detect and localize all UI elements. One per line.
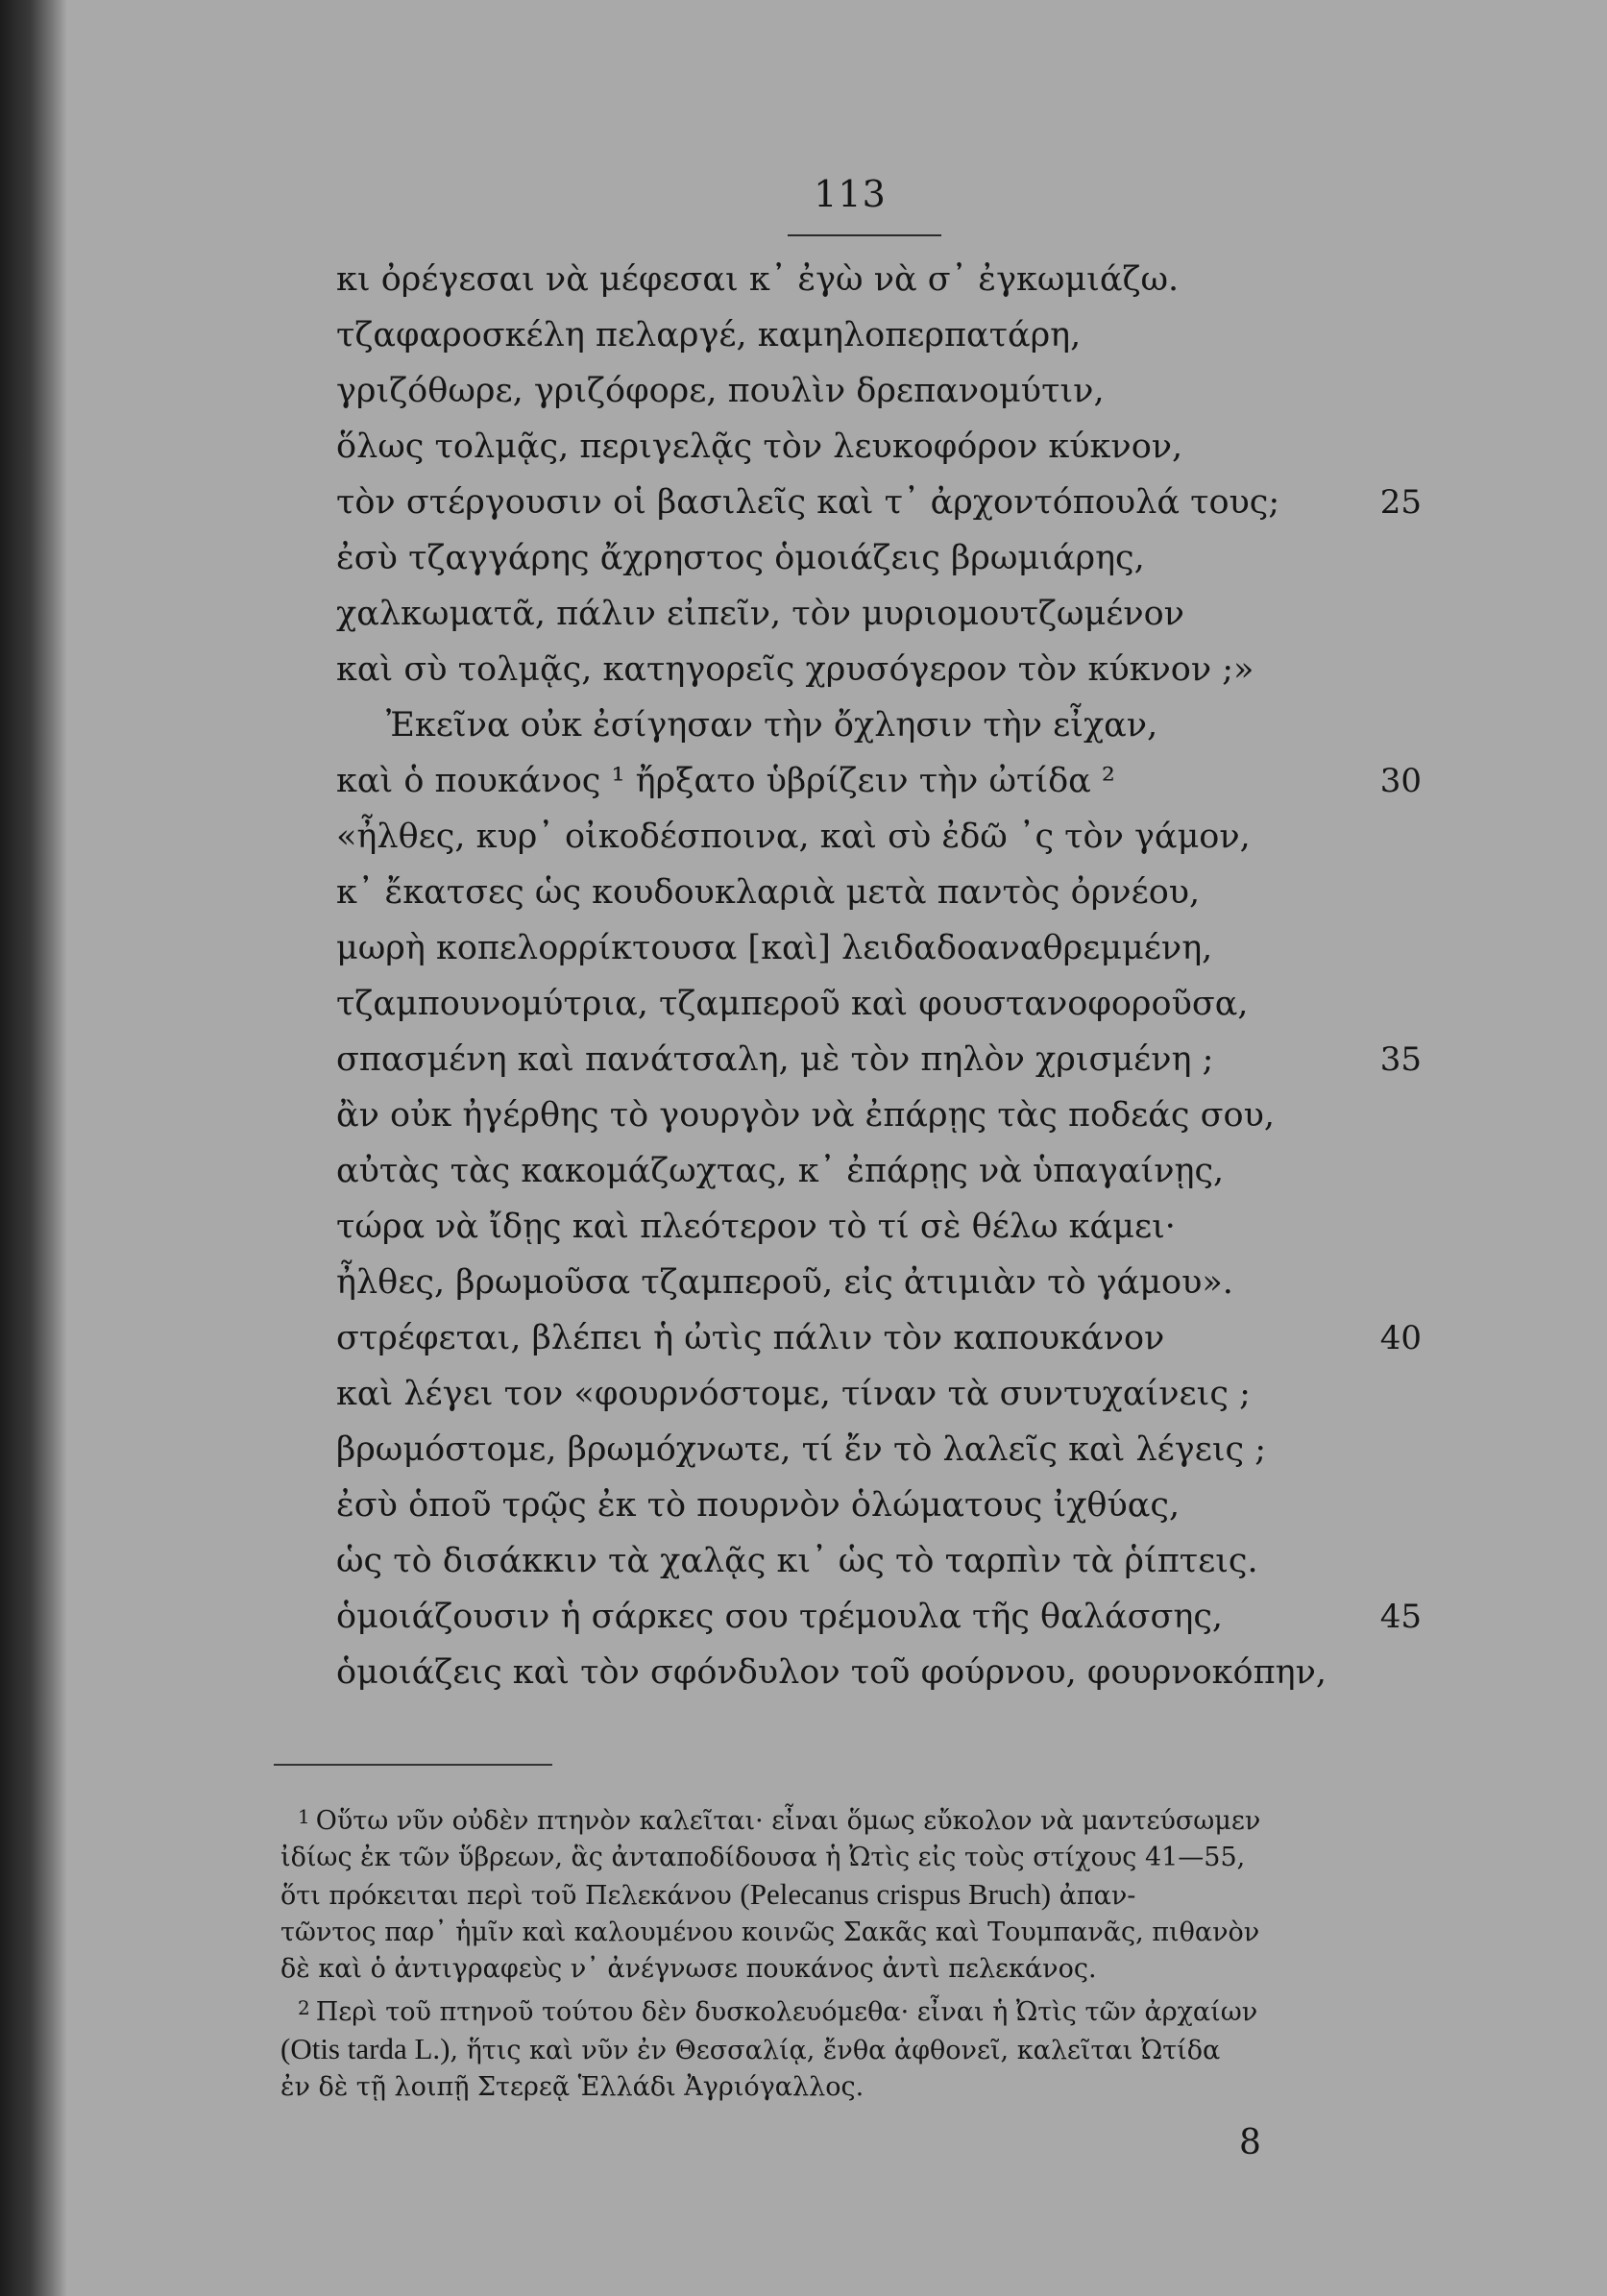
verse-line-text: αὐτὰς τὰς κακομάζωχτας, κ᾽ ἐπάρῃς νὰ ὑπαγαίνῃς, [336,1152,1225,1190]
verse-line [336,1366,1422,1422]
footnote-line [280,1798,1410,1840]
footnote-line [280,1951,1410,1988]
verse-line-text: γριζόθωρε, γριζόφορε, πουλὶν δρεπανομύτιν, [336,372,1105,410]
footnote-rule [274,1764,552,1766]
verse-line-text: κι ὀρέγεσαι νὰ μέφεσαι κ᾽ ἐγὼ νὰ σ᾽ ἐγκωμιάζω. [336,260,1180,299]
footnote [280,1798,1410,1988]
verse-line [336,1255,1422,1310]
verse-line [336,976,1422,1032]
verse-line-text: ἂν οὐκ ἠγέρθης τὸ γουργὸν νὰ ἐπάρῃς τὰς ποδεάς σου, [336,1096,1276,1135]
verse-line-text: ὁμοιάζεις καὶ τὸν σφόνδυλον τοῦ φούρνου, φουρνοκόπην, [336,1653,1327,1692]
footnote-line-text: Οὕτω νῦν οὐδὲν πτηνὸν καλεῖται· εἶναι ὅμως εὔκολον νὰ μαντεύσωμεν [315,1806,1261,1836]
verse-line [336,419,1422,475]
verse-line [336,1143,1422,1199]
verse-line [336,475,1422,530]
footnote-line-text: ἐν δὲ τῇ λοιπῇ Στερεᾷ Ἑλλάδι Ἀγριόγαλλος. [280,2072,864,2102]
page-number: 113 [814,173,887,215]
verse-line-text: χαλκωματᾶ, πάλιν εἰπεῖν, τὸν μυριομουτζωμένον [336,595,1184,633]
footnote-marker: 1 [298,1805,310,1828]
verse-line [336,586,1422,642]
verse-line-text: τὸν στέργουσιν οἱ βασιλεῖς καὶ τ᾽ ἀρχοντόπουλά τους; [336,483,1280,522]
line-number: 45 [1379,1598,1422,1636]
verse-line-text: «ἦλθες, κυρ᾽ οἰκοδέσποινα, καὶ σὺ ἐδῶ ᾽ς τὸν γάμον, [336,818,1251,856]
footnote-line-text: ἰδίως ἐκ τῶν ὕβρεων, ἃς ἀνταποδίδουσα ἡ Ὠτὶς εἰς τοὺς στίχους 41—55, [280,1843,1246,1872]
verse-line [336,1533,1422,1589]
verse-line [336,363,1422,419]
verse-line [336,1087,1422,1143]
footnote-line-text: (Otis tarda L.), ἥτις καὶ νῦν ἐν Θεσσαλίᾳ, ἔνθα ἀφθονεῖ, καλεῖται Ὠτίδα [280,2032,1221,2065]
header-rule [788,234,941,236]
verse-line-text: ἦλθες, βρωμοῦσα τζαμπεροῦ, εἰς ἀτιμιὰν τὸ γάμου». [336,1263,1233,1302]
footnote-line [280,2031,1410,2069]
verse-line [336,1310,1422,1366]
verse-line [336,1589,1422,1645]
verse-line-text: βρωμόστομε, βρωμόχνωτε, τί ἔν τὸ λαλεῖς καὶ λέγεις ; [336,1430,1267,1469]
line-number: 35 [1379,1040,1422,1079]
verse-line-text: στρέφεται, βλέπει ἡ ὠτὶς πάλιν τὸν καπουκάνον [336,1319,1165,1357]
footnote-marker: 2 [298,1996,310,2019]
footnote-line [280,1990,1410,2031]
book-gutter-shadow [0,0,67,2296]
verse-line [336,252,1422,307]
verse-line-text: σπασμένη καὶ πανάτσαλη, μὲ τὸν πηλὸν χρισμένη ; [336,1040,1214,1079]
footnote-line [280,1876,1410,1915]
verse-line [336,1422,1422,1478]
verse-line [336,865,1422,920]
line-number: 30 [1379,762,1422,800]
verse-line-text: ἐσὺ τζαγγάρης ἄχρηστος ὁμοιάζεις βρωμιάρης, [336,539,1145,577]
verse-line-text: ὡς τὸ δισάκκιν τὰ χαλᾷς κι᾽ ὡς τὸ ταρπὶν τὰ ῥίπτεις. [336,1542,1258,1580]
footnote [280,1990,1410,2106]
footnote-line-text: Περὶ τοῦ πτηνοῦ τούτου δὲν δυσκολευόμεθα· εἶναι ἡ Ὠτὶς τῶν ἀρχαίων [315,1997,1258,2027]
verse-line-text: κ᾽ ἔκατσες ὡς κουδουκλαριὰ μετὰ παντὸς ὀρνέου, [336,873,1201,912]
verse-body [336,252,1422,1700]
verse-line-text: ἐσὺ ὁποῦ τρῷς ἐκ τὸ πουρνὸν ὁλώματους ἰχθύας, [336,1486,1181,1525]
verse-line [336,920,1422,976]
verse-line [336,642,1422,697]
verse-line-text: τώρα νὰ ἴδῃς καὶ πλεότερον τὸ τί σὲ θέλω κάμει· [336,1208,1176,1246]
footnote-line-text: ὅτι πρόκειται περὶ τοῦ Πελεκάνου (Pelecanus crispus Bruch) ἀπαν- [280,1877,1136,1911]
line-number: 25 [1379,483,1422,522]
verse-line [336,809,1422,865]
sheet-number: 8 [1239,2123,1261,2162]
verse-line-text: ὅλως τολμᾷς, περιγελᾷς τὸν λευκοφόρον κύκνον, [336,427,1183,466]
footnote-line-text: τῶντος παρ᾽ ἡμῖν καὶ καλουμένου κοινῶς Σακᾶς καὶ Τουμπανᾶς, πιθανὸν [280,1917,1260,1947]
verse-line-text: καὶ λέγει τον «φουρνόστομε, τίναν τὰ συντυχαίνεις ; [336,1375,1251,1413]
footnotes [280,1798,1410,2108]
verse-line-text: τζαμπουνομύτρια, τζαμπεροῦ καὶ φουστανοφοροῦσα, [336,985,1249,1023]
footnote-line [280,2069,1410,2106]
footnote-line [280,1915,1410,1951]
verse-line [336,1199,1422,1255]
verse-line [336,697,1422,753]
footnote-line-text: δὲ καὶ ὁ ἀντιγραφεὺς ν᾽ ἀνέγνωσε πουκάνος ἀντὶ πελεκάνος. [280,1954,1097,1984]
verse-line [336,753,1422,809]
verse-line [336,1032,1422,1087]
line-number: 40 [1379,1319,1422,1357]
verse-line-text: ὁμοιάζουσιν ἡ σάρκες σου τρέμουλα τῆς θαλάσσης, [336,1598,1224,1636]
verse-line-text: τζαφαροσκέλη πελαργέ, καμηλοπερπατάρη, [336,316,1082,354]
verse-line-text: καὶ ὁ πουκάνος ¹ ἤρξατο ὑβρίζειν τὴν ὠτίδα ² [336,762,1115,800]
verse-line-text: Ἐκεῖνα οὐκ ἐσίγησαν τὴν ὄχλησιν τὴν εἶχαν, [386,706,1158,745]
verse-line [336,307,1422,363]
verse-line-text: καὶ σὺ τολμᾷς, κατηγορεῖς χρυσόγερον τὸν κύκνον ;» [336,650,1254,689]
verse-line [336,530,1422,586]
verse-line [336,1645,1422,1700]
footnote-line [280,1840,1410,1876]
verse-line-text: μωρὴ κοπελορρίκτουσα [καὶ] λειδαδοαναθρεμμένη, [336,929,1213,967]
verse-line [336,1478,1422,1533]
